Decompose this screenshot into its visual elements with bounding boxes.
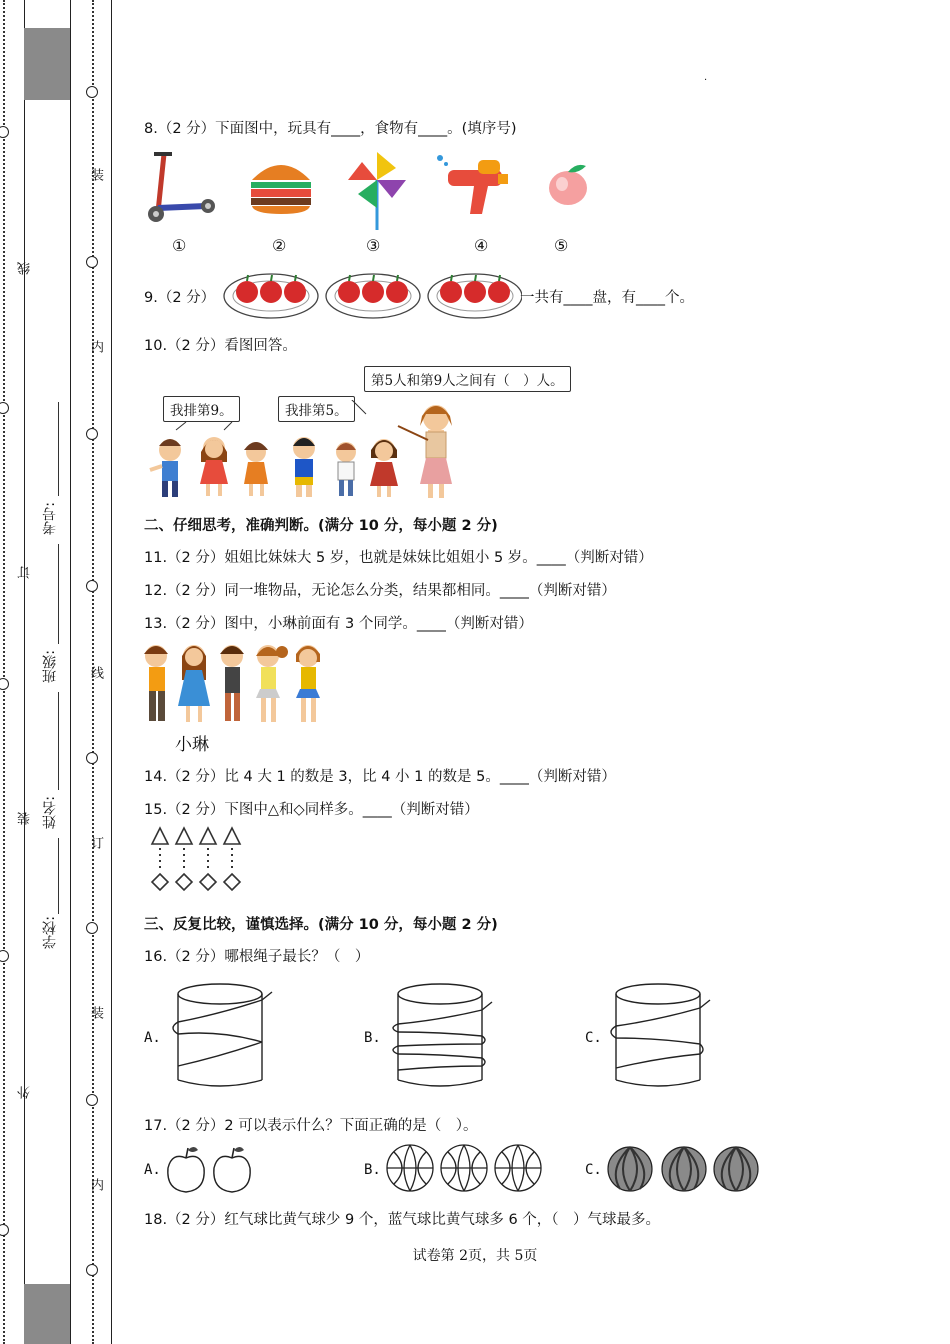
question-8: 8.（2 分）下面图中，玩具有____，食物有____。(填序号) xyxy=(144,121,517,137)
triangles-diamonds-icon xyxy=(146,824,256,898)
binding-hole xyxy=(0,678,9,690)
field-exam-number: 考号: xyxy=(42,502,58,535)
peach-icon xyxy=(546,160,592,208)
binding-hole xyxy=(86,1264,98,1276)
blank-line xyxy=(58,544,59,644)
option-a[interactable]: A. xyxy=(144,1162,161,1178)
binding-hole xyxy=(0,1224,9,1236)
label-3: ③ xyxy=(366,236,381,255)
three-watermelons-icon xyxy=(606,1144,762,1194)
children-queue-icon xyxy=(140,400,470,502)
label-2: ② xyxy=(272,236,287,255)
binding-hole xyxy=(86,752,98,764)
field-school: 学校: xyxy=(42,916,58,949)
child-speech-bubble: 我排第9。 xyxy=(163,396,240,422)
hamburger-icon xyxy=(248,156,314,216)
question-10: 10.（2 分）看图回答。 xyxy=(144,338,297,354)
option-b[interactable]: B. xyxy=(364,1162,381,1178)
binding-hole xyxy=(86,428,98,440)
blank-line xyxy=(58,402,59,496)
section-3-heading: 三、反复比较，谨慎选择。(满分 10 分，每小题 2 分) xyxy=(144,917,498,933)
rope-cylinder-c-icon xyxy=(604,980,716,1096)
rope-cylinder-b-icon xyxy=(384,980,496,1096)
teacher-speech-bubble: 第5人和第9人之间有（ ）人。 xyxy=(364,366,571,392)
question-14: 14.（2 分）比 4 大 1 的数是 3，比 4 小 1 的数是 5。____（判断对错） xyxy=(144,769,616,785)
binding-hole xyxy=(86,86,98,98)
question-18: 18.（2 分）红气球比黄气球少 9 个，蓝气球比黄气球多 6 个，（ ）气球最多。 xyxy=(144,1212,661,1228)
student-name-label: 小琳 xyxy=(175,735,209,755)
page-footer: 试卷第 2页，共 5页 xyxy=(412,1248,538,1264)
binding-hole xyxy=(0,126,9,138)
field-name: 姓名: xyxy=(42,796,58,829)
label-5: ⑤ xyxy=(554,236,569,255)
label-1: ① xyxy=(172,236,187,255)
five-students-icon xyxy=(140,640,332,728)
blank-line xyxy=(58,692,59,790)
blank-line xyxy=(58,838,59,914)
question-12: 12.（2 分）同一堆物品，无论怎么分类，结果都相同。____（判断对错） xyxy=(144,583,616,599)
option-c[interactable]: C. xyxy=(585,1030,602,1046)
three-basketballs-icon xyxy=(384,1142,546,1196)
binding-hole xyxy=(86,922,98,934)
binding-hole xyxy=(86,1094,98,1106)
margin-label: 订 xyxy=(18,566,33,579)
gray-block xyxy=(24,28,70,100)
scooter-icon xyxy=(140,146,220,228)
margin-label: 装 xyxy=(18,812,33,825)
question-15: 15.（2 分）下图中△和◇同样多。____（判断对错） xyxy=(144,802,479,818)
margin-label: 内 xyxy=(88,1178,103,1191)
question-11: 11.（2 分）姐姐比妹妹大 5 岁，也就是妹妹比姐姐小 5 岁。____（判断对错） xyxy=(144,550,653,566)
margin-label: 线 xyxy=(88,666,103,679)
apple-plates-icon xyxy=(222,270,522,322)
margin-line xyxy=(24,0,25,1344)
label-4: ④ xyxy=(474,236,489,255)
option-c[interactable]: C. xyxy=(585,1162,602,1178)
section-2-heading: 二、仔细思考，准确判断。(满分 10 分，每小题 2 分) xyxy=(144,518,498,534)
question-9-suffix: 一共有____盘，有____个。 xyxy=(520,290,694,306)
margin-label: 订 xyxy=(88,836,103,849)
water-gun-icon xyxy=(434,152,516,220)
field-class: 班级: xyxy=(42,650,58,683)
binding-hole xyxy=(86,580,98,592)
question-9-prefix: 9.（2 分） xyxy=(144,290,216,306)
option-b[interactable]: B. xyxy=(364,1030,381,1046)
margin-line xyxy=(70,0,71,1344)
binding-margin xyxy=(0,0,112,1344)
margin-label: 外 xyxy=(18,1086,33,1099)
margin-line xyxy=(111,0,112,1344)
rope-cylinder-a-icon xyxy=(164,980,276,1096)
binding-hole xyxy=(86,256,98,268)
question-16: 16.（2 分）哪根绳子最长？（ ） xyxy=(144,949,370,965)
question-13: 13.（2 分）图中，小琳前面有 3 个同学。____（判断对错） xyxy=(144,616,533,632)
top-mark: . xyxy=(704,72,708,83)
outer-dotted-line xyxy=(3,0,5,1344)
option-a[interactable]: A. xyxy=(144,1030,161,1046)
gray-block xyxy=(24,1284,70,1344)
binding-hole xyxy=(0,950,9,962)
margin-label: 线 xyxy=(18,262,33,275)
margin-label: 装 xyxy=(88,168,103,181)
question-17: 17.（2 分）2 可以表示什么？下面正确的是（ ）。 xyxy=(144,1118,478,1134)
binding-hole xyxy=(0,402,9,414)
child-speech-bubble: 我排第5。 xyxy=(278,396,355,422)
margin-label: 装 xyxy=(88,1006,103,1019)
two-apples-icon xyxy=(164,1142,258,1198)
margin-label: 内 xyxy=(88,340,103,353)
pinwheel-icon xyxy=(346,150,408,232)
